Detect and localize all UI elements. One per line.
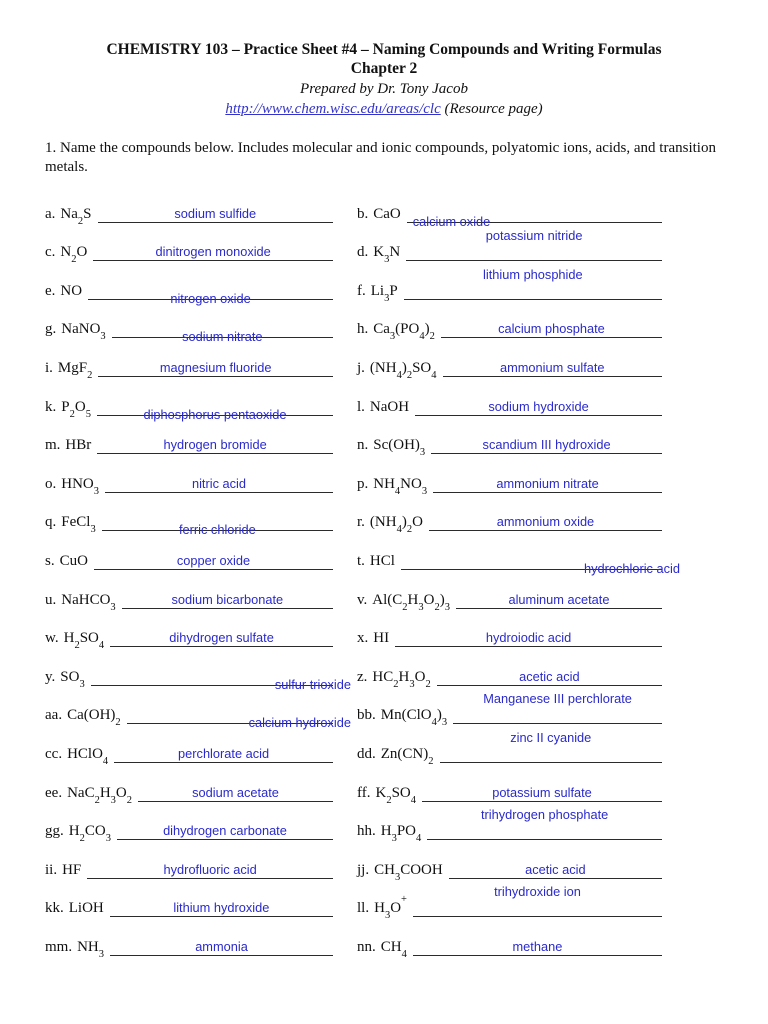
answer-blank-line: [415, 377, 662, 416]
compound-formula: $K_3N$: [373, 244, 401, 266]
answer-blank-line: [404, 261, 662, 300]
answer-blank-line: [105, 454, 333, 493]
answer-text: sulfur trioxide: [274, 676, 351, 692]
question-label: hh.: [357, 823, 376, 840]
answer-blank-line: [102, 493, 333, 538]
chapter-subtitle: Chapter 2: [350, 60, 418, 77]
question-l: [357, 377, 662, 416]
compound-formula: HClO$_4$: [67, 745, 109, 767]
question-ff: [357, 763, 662, 806]
question-label: ii.: [45, 861, 58, 878]
answer-text: hydrogen bromide: [163, 437, 267, 453]
resource-line: [0, 100, 768, 119]
question-label: a.: [45, 205, 56, 222]
question-label: nn.: [357, 938, 376, 955]
answer-blank-line: [87, 840, 333, 879]
compound-formula: NaNO$_3$: [61, 321, 106, 343]
question-f: [357, 261, 662, 304]
compound-formula: $K_2SO_4$: [375, 784, 417, 806]
answer-blank-line: [433, 454, 662, 493]
question-ee: [45, 763, 333, 806]
answer-blank-line: [453, 686, 662, 725]
compound-formula: $(NH_4)_2SO_4$: [369, 359, 437, 381]
question-label: e.: [45, 282, 56, 299]
compound-formula: FeCl$_3$: [61, 514, 96, 536]
question-j: [357, 338, 662, 381]
compound-formula: HBr: [65, 437, 92, 454]
compound-formula: $Li_3P$: [370, 282, 398, 304]
question-label: j.: [357, 359, 365, 376]
question-bb: [357, 686, 662, 729]
answer-text: trihydrogen phosphate: [480, 807, 609, 823]
answer-text: nitric acid: [191, 475, 247, 491]
question-label: y.: [45, 668, 56, 685]
compound-formula: MgF$_2$: [57, 359, 93, 381]
answer-blank-line: [91, 647, 351, 692]
question-label: m.: [45, 437, 61, 454]
compound-formula: $SO_3$: [60, 668, 85, 690]
question-label: d.: [357, 244, 369, 261]
answer-blank-line: [456, 570, 662, 609]
question-k: [45, 377, 333, 422]
question-e: [45, 261, 333, 306]
answer-blank-line: [97, 377, 333, 422]
answer-text: trihydroxide ion: [494, 884, 581, 900]
answer-text: dihydrogen carbonate: [163, 823, 287, 839]
answer-blank-line: [110, 879, 333, 918]
question-label: bb.: [357, 707, 376, 724]
instructions-text: 1. Name the compounds below. Includes molecular and ionic compounds, polyatomic ions, acids, and transition metals.: [45, 140, 716, 175]
answer-text: sodium sulfide: [174, 205, 257, 221]
compound-formula: $Ca_3(PO_4)_2$: [373, 321, 435, 343]
answer-blank-line: [98, 184, 333, 223]
question-label: c.: [45, 244, 56, 261]
question-label: f.: [357, 282, 366, 299]
answer-text: Manganese III perchlorate: [483, 691, 632, 707]
question-label: n.: [357, 437, 369, 454]
answer-blank-line: [441, 300, 662, 339]
question-label: p.: [357, 475, 369, 492]
answer-blank-line: [413, 879, 662, 918]
compound-formula: $NaC_2H_3O_2$: [67, 784, 133, 806]
question-d: [357, 223, 662, 266]
question-cc: [45, 724, 333, 767]
compound-formula: $Mn(ClO_4)_3$: [380, 707, 448, 729]
answer-text: calcium oxide: [412, 213, 491, 229]
compound-formula: NaHCO$_3$: [61, 591, 116, 613]
compound-formula: NaOH: [369, 398, 410, 415]
question-label: ll.: [357, 900, 370, 917]
question-label: cc.: [45, 745, 63, 762]
question-w: [45, 609, 333, 652]
answer-text: ammonium nitrate: [496, 475, 599, 491]
resource-link-suffix: (Resource page): [440, 101, 543, 117]
question-a: [45, 184, 333, 227]
compound-formula: NO: [60, 282, 83, 299]
answer-text: aluminum acetate: [508, 591, 610, 607]
answer-blank-line: [427, 802, 662, 841]
question-x: [357, 609, 662, 648]
answer-text: ammonia: [195, 938, 248, 954]
answer-blank-line: [406, 223, 662, 262]
question-label: b.: [357, 205, 369, 222]
answer-blank-line: [443, 338, 662, 377]
answer-text: potassium nitride: [485, 228, 583, 244]
answer-blank-line: [395, 609, 662, 648]
question-label: s.: [45, 552, 55, 569]
compound-formula: $Na_2S$: [60, 205, 92, 227]
compound-formula: $N_2O$: [60, 244, 88, 266]
question-t: [357, 531, 680, 576]
question-label: i.: [45, 359, 53, 376]
question-y: [45, 647, 351, 692]
answer-blank-line: [97, 416, 333, 455]
answer-text: copper oxide: [176, 552, 251, 568]
answer-text: nitrogen oxide: [170, 290, 251, 306]
answer-text: hydroiodic acid: [485, 630, 572, 646]
answer-blank-line: [422, 763, 662, 802]
resource-link[interactable]: http://www.chem.wisc.edu/areas/clc: [225, 101, 441, 117]
answer-blank-line: [117, 802, 333, 841]
question-label: l.: [357, 398, 365, 415]
compound-formula: $P_2O_5$: [61, 398, 91, 420]
question-r: [357, 493, 662, 536]
answer-text: hydrofluoric acid: [163, 861, 257, 877]
answer-text: magnesium fluoride: [159, 359, 272, 375]
question-ii: [45, 840, 333, 879]
question-label: dd.: [357, 745, 376, 762]
question-mm: [45, 917, 333, 960]
answer-text: zinc II cyanide: [510, 729, 592, 745]
question-ll: [357, 879, 662, 922]
compound-formula: $HC_2H_3O_2$: [372, 668, 431, 690]
question-jj: [357, 840, 662, 883]
answer-text: diphosphorus pentaoxide: [143, 406, 287, 422]
answer-text: dinitrogen monoxide: [155, 244, 271, 260]
compound-formula: $(NH_4)_2O$: [369, 514, 423, 536]
compound-formula: $NH_3$: [77, 938, 105, 960]
answer-blank-line: [429, 493, 662, 532]
answer-blank-line: [449, 840, 662, 879]
answer-text: ammonium oxide: [496, 514, 595, 530]
answer-text: perchlorate acid: [178, 745, 270, 761]
compound-formula: $Al(C_2H_3O_2)_3$: [372, 591, 450, 613]
answer-blank-line: [110, 609, 333, 648]
question-h: [357, 300, 662, 343]
answer-blank-line: [114, 724, 333, 763]
question-label: ff.: [357, 784, 371, 801]
question-label: r.: [357, 514, 365, 531]
answer-blank-line: [93, 223, 333, 262]
answer-blank-line: [98, 338, 333, 377]
question-label: mm.: [45, 938, 73, 955]
question-label: t.: [357, 552, 365, 569]
question-gg: [45, 802, 333, 845]
answer-text: calcium hydroxide: [248, 715, 351, 731]
question-label: g.: [45, 321, 57, 338]
compound-formula: $HNO_3$: [61, 475, 99, 497]
compound-formula: $CH_3COOH$: [374, 861, 443, 883]
question-label: jj.: [357, 861, 370, 878]
question-m: [45, 416, 333, 455]
question-i: [45, 338, 333, 381]
document-header: [0, 40, 768, 119]
answer-blank-line: [110, 917, 333, 956]
question-label: kk.: [45, 900, 64, 917]
answer-blank-line: [407, 184, 662, 229]
answer-blank-line: [127, 686, 351, 731]
question-label: ee.: [45, 784, 63, 801]
answer-blank-line: [88, 261, 333, 306]
answer-text: sodium nitrate: [182, 329, 263, 345]
answer-blank-line: [94, 531, 333, 570]
compound-formula: CaO: [373, 205, 401, 222]
question-dd: [357, 724, 662, 767]
compound-formula: $H_2CO_3$: [68, 823, 111, 845]
compound-formula: HCl: [369, 552, 395, 569]
answer-text: calcium phosphate: [498, 321, 605, 337]
compound-formula: HI: [373, 630, 390, 647]
question-z: [357, 647, 662, 690]
answer-text: lithium hydroxide: [173, 900, 270, 916]
answer-text: dihydrogen sulfate: [169, 630, 274, 646]
answer-blank-line: [122, 570, 333, 609]
answer-blank-line: [138, 763, 333, 802]
question-q: [45, 493, 333, 538]
question-p: [357, 454, 662, 497]
question-label: q.: [45, 514, 57, 531]
compound-formula: CuO: [59, 552, 88, 569]
question-label: gg.: [45, 823, 64, 840]
prepared-by-line: Prepared by Dr. Tony Jacob: [300, 81, 468, 97]
question-o: [45, 454, 333, 497]
compound-formula: $H_3O^+$: [374, 894, 407, 922]
compound-formula: $CH_4$: [380, 938, 407, 960]
answer-text: sodium hydroxide: [488, 398, 589, 414]
compound-formula: $H_2SO_4$: [63, 630, 105, 652]
question-label: aa.: [45, 707, 63, 724]
question-c: [45, 223, 333, 266]
question-s: [45, 531, 333, 570]
answer-text: sodium bicarbonate: [171, 591, 284, 607]
questions-grid: [45, 184, 680, 960]
answer-blank-line: [413, 917, 662, 956]
compound-formula: $Ca(OH)_2$: [67, 707, 121, 729]
question-hh: [357, 802, 662, 845]
answer-text: ammonium sulfate: [499, 359, 605, 375]
question-kk: [45, 879, 333, 918]
answer-blank-line: [440, 724, 663, 763]
compound-formula: HF: [62, 861, 82, 878]
question-u: [45, 570, 333, 613]
page-title: CHEMISTRY 103 – Practice Sheet #4 – Naming Compounds and Writing Formulas: [106, 41, 662, 58]
answer-text: scandium III hydroxide: [482, 437, 611, 453]
question-b: [357, 184, 662, 229]
question-label: o.: [45, 475, 57, 492]
answer-blank-line: [112, 300, 333, 345]
question-label: h.: [357, 321, 369, 338]
answer-text: ferric chloride: [178, 522, 256, 538]
question-label: v.: [357, 591, 368, 608]
question-label: z.: [357, 668, 368, 685]
question-label: u.: [45, 591, 57, 608]
compound-formula: $H_3PO_4$: [380, 823, 422, 845]
question-label: w.: [45, 630, 59, 647]
question-label: x.: [357, 630, 369, 647]
question-label: k.: [45, 398, 57, 415]
compound-formula: LiOH: [68, 900, 104, 917]
question-nn: [357, 917, 662, 960]
compound-formula: $Zn(CN)_2$: [380, 745, 434, 767]
answer-text: methane: [512, 938, 563, 954]
question-n: [357, 416, 662, 459]
compound-formula: $Sc(OH)_3$: [373, 437, 426, 459]
answer-text: potassium sulfate: [492, 784, 592, 800]
answer-text: hydrochloric acid: [583, 560, 680, 576]
answer-text: acetic acid: [525, 861, 586, 877]
answer-blank-line: [431, 416, 662, 455]
answer-blank-line: [401, 531, 680, 576]
question-aa: [45, 686, 351, 731]
compound-formula: $NH_4NO_3$: [373, 475, 428, 497]
answer-text: sodium acetate: [192, 784, 279, 800]
answer-text: acetic acid: [519, 668, 580, 684]
answer-text: lithium phosphide: [483, 266, 583, 282]
answer-blank-line: [437, 647, 662, 686]
